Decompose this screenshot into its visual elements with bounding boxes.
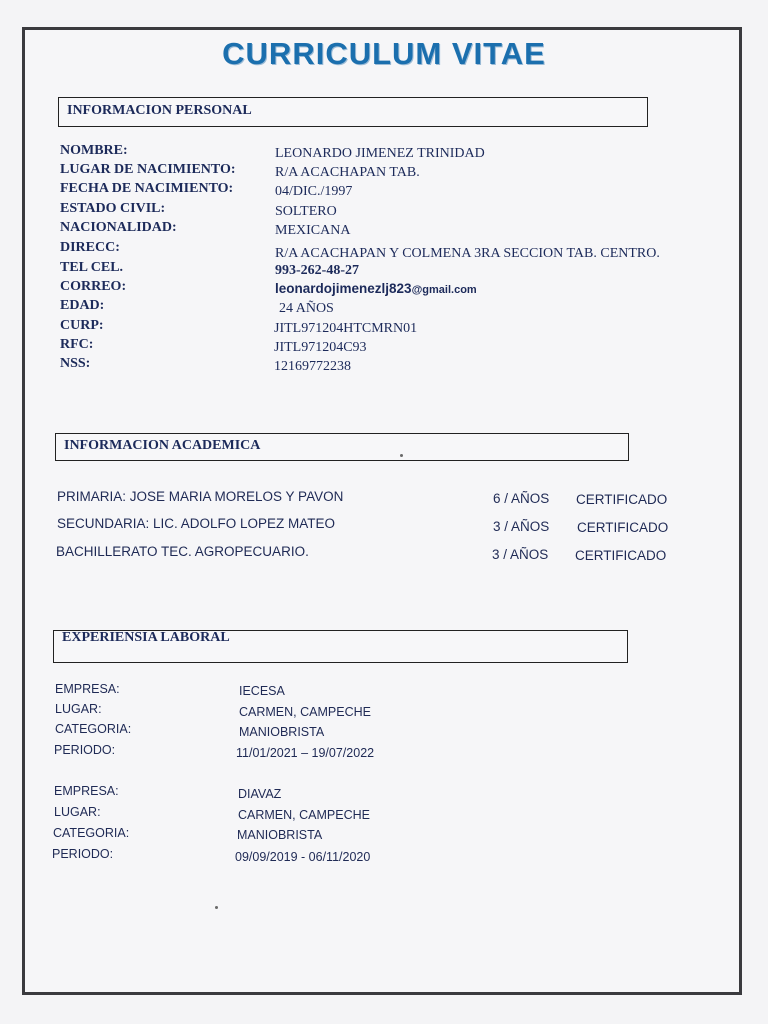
document-title: CURRICULUM VITAE: [222, 36, 546, 71]
academic-section-heading: INFORMACION ACADEMICA: [64, 438, 261, 453]
job-company-label: EMPRESA:: [55, 682, 120, 696]
job-place-label: LUGAR:: [55, 702, 102, 716]
academic-years: 3 / AÑOS: [493, 519, 550, 534]
field-value-edad: 24 AÑOS: [279, 301, 334, 316]
field-value-fecha-nacimiento: 04/DIC./1997: [275, 184, 353, 199]
academic-status: CERTIFICADO: [577, 520, 669, 535]
field-value-curp: JITL971204HTCMRN01: [274, 321, 418, 336]
speck-mark: [400, 454, 403, 457]
field-value-tel-cel: 993-262-48-27: [275, 263, 359, 278]
job-company: DIAVAZ: [238, 787, 282, 801]
field-value-nacionalidad: MEXICANA: [275, 223, 351, 238]
personal-section-heading: INFORMACION PERSONAL: [67, 103, 252, 118]
field-label-nss: NSS:: [60, 356, 91, 371]
job-place: CARMEN, CAMPECHE: [239, 705, 371, 719]
email-user: leonardojimenezlj823: [275, 281, 412, 296]
job-period: 11/01/2021 – 19/07/2022: [236, 746, 375, 760]
field-label-direcc: DIRECC:: [60, 240, 120, 255]
field-value-correo: [275, 281, 477, 296]
field-value-direcc: R/A ACACHAPAN Y COLMENA 3RA SECCION TAB. CENTRO.: [275, 246, 660, 261]
job-category-label: CATEGORIA:: [53, 826, 130, 840]
academic-school: PRIMARIA: JOSE MARIA MORELOS Y PAVON: [57, 489, 344, 504]
field-label-estado-civil: ESTADO CIVIL:: [60, 201, 166, 216]
job-period: 09/09/2019 - 06/11/2020: [235, 850, 371, 864]
field-label-edad: EDAD:: [60, 298, 105, 313]
field-value-nss: 12169772238: [274, 359, 351, 374]
field-label-fecha-nacimiento: FECHA DE NACIMIENTO:: [60, 181, 234, 196]
field-label-correo: CORREO:: [60, 279, 127, 294]
field-value-nombre: LEONARDO JIMENEZ TRINIDAD: [275, 146, 485, 161]
job-category: MANIOBRISTA: [237, 828, 323, 842]
field-label-nombre: NOMBRE:: [60, 143, 128, 158]
field-label-nacionalidad: NACIONALIDAD:: [60, 220, 177, 235]
field-label-rfc: RFC:: [60, 337, 94, 352]
field-label-tel-cel: TEL CEL.: [60, 260, 124, 275]
academic-status: CERTIFICADO: [575, 548, 667, 563]
field-value-lugar-nacimiento: R/A ACACHAPAN TAB.: [275, 165, 420, 180]
job-company-label: EMPRESA:: [54, 784, 119, 798]
job-category-label: CATEGORIA:: [55, 722, 132, 736]
job-company: IECESA: [239, 684, 285, 698]
job-place: CARMEN, CAMPECHE: [238, 808, 370, 822]
job-period-label: PERIODO:: [54, 743, 116, 757]
field-label-curp: CURP:: [60, 318, 104, 333]
academic-school: SECUNDARIA: LIC. ADOLFO LOPEZ MATEO: [57, 516, 336, 531]
speck-mark: [215, 906, 218, 909]
academic-school: BACHILLERATO TEC. AGROPECUARIO.: [56, 544, 309, 559]
job-period-label: PERIODO:: [52, 847, 114, 861]
field-value-estado-civil: SOLTERO: [275, 204, 337, 219]
experience-section-heading: EXPERIENSIA LABORAL: [62, 630, 230, 645]
academic-status: CERTIFICADO: [576, 492, 668, 507]
field-value-rfc: JITL971204C93: [274, 340, 367, 355]
field-label-lugar-nacimiento: LUGAR DE NACIMIENTO:: [60, 162, 236, 177]
email-domain: @gmail.com: [411, 284, 477, 296]
job-category: MANIOBRISTA: [239, 725, 325, 739]
academic-years: 3 / AÑOS: [492, 547, 549, 562]
job-place-label: LUGAR:: [54, 805, 101, 819]
academic-years: 6 / AÑOS: [493, 491, 550, 506]
